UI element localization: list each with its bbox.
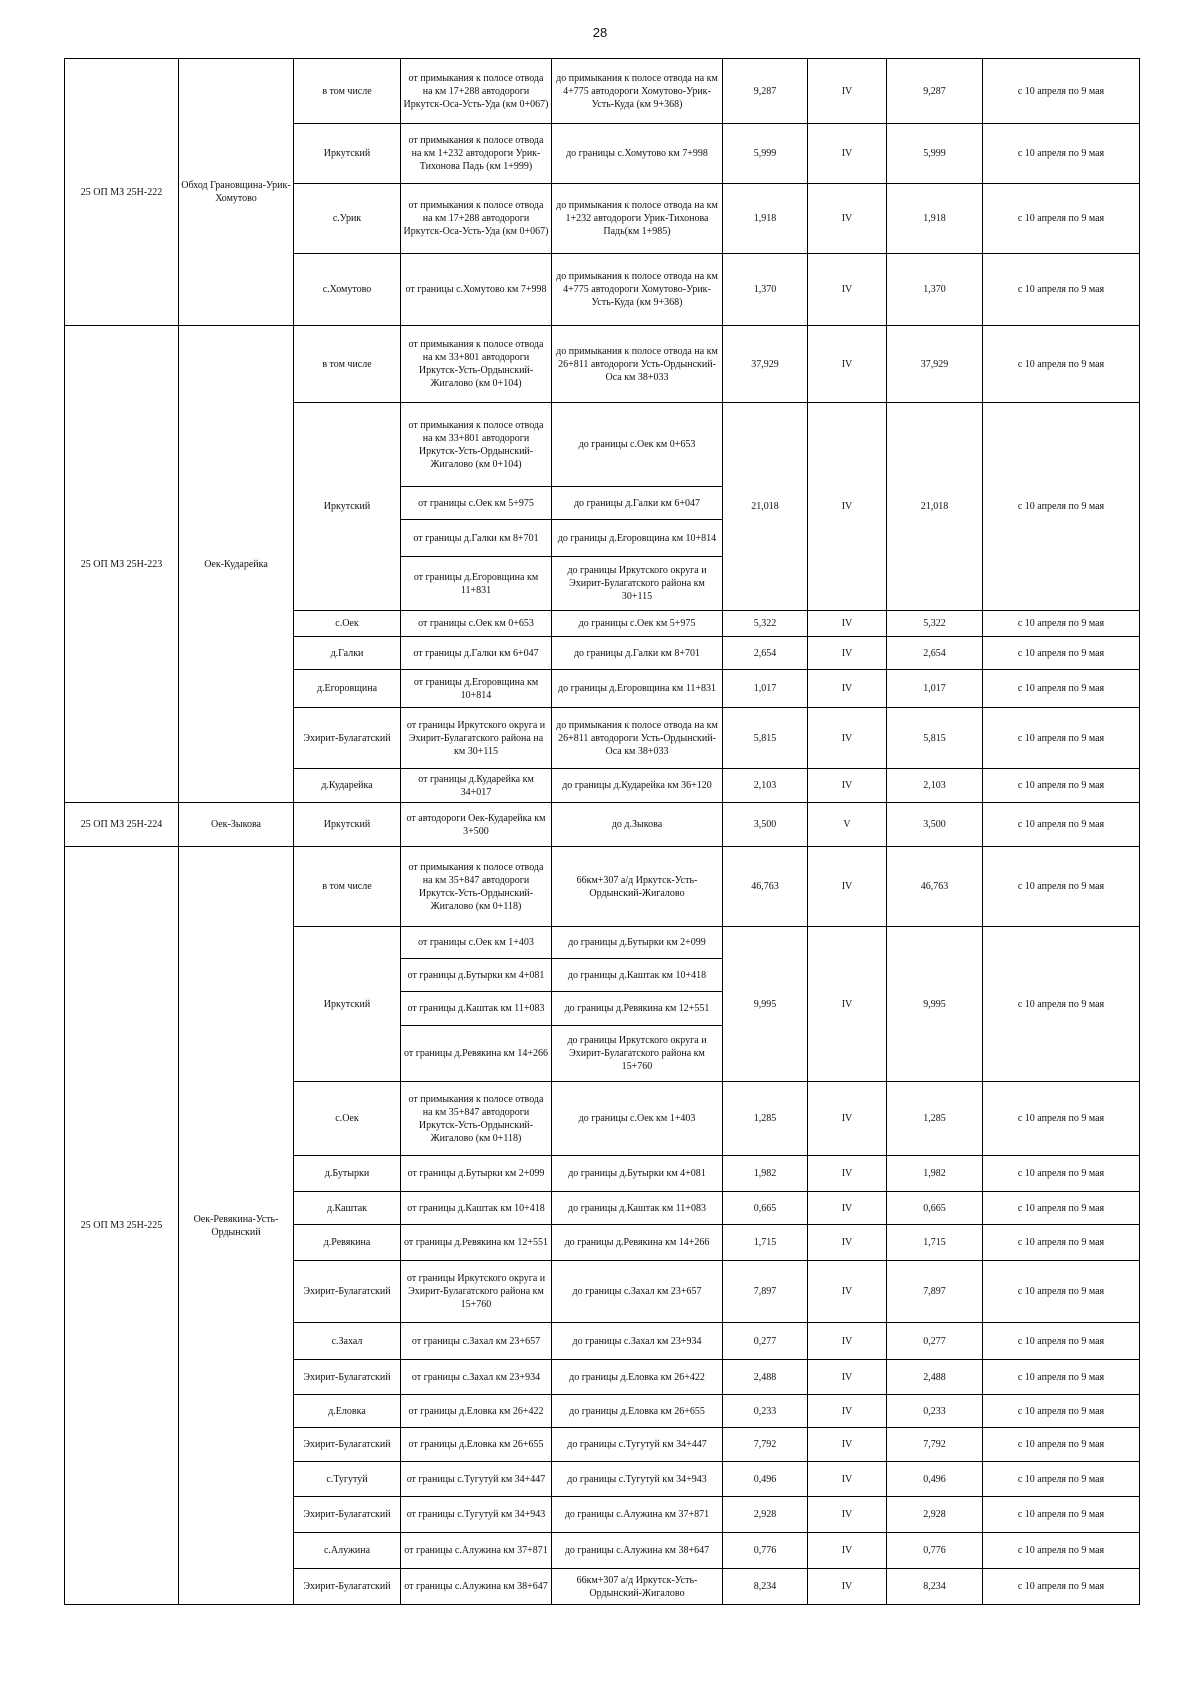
category-cell: IV [808,1156,887,1192]
to-cell: 66км+307 а/д Иркутск-Усть-Ордынский-Жигалово [552,1569,723,1605]
area-cell: с.Хомутово [294,254,401,326]
to-cell: до границы с.Захал км 23+657 [552,1261,723,1323]
from-cell: от границы с.Тугутуй км 34+447 [401,1462,552,1497]
length-total-cell: 1,370 [887,254,983,326]
length-cell: 0,277 [723,1323,808,1360]
to-cell: до примыкания к полосе отвода на км 26+811 автодороги Усть-Ордынский-Оса км 38+033 [552,326,723,403]
length-total-cell: 9,287 [887,59,983,124]
category-cell: IV [808,670,887,708]
from-cell: от границы с.Тугутуй км 34+943 [401,1497,552,1533]
area-cell: д.Бутырки [294,1156,401,1192]
from-cell: от границы с.Оек км 0+653 [401,611,552,637]
area-cell: с.Оек [294,611,401,637]
to-cell: до границы с.Тугутуй км 34+943 [552,1462,723,1497]
length-cell: 0,776 [723,1533,808,1569]
restriction-period-cell: с 10 апреля по 9 мая [983,184,1140,254]
area-cell: Эхирит-Булагатский [294,1497,401,1533]
restriction-period-cell: с 10 апреля по 9 мая [983,59,1140,124]
length-cell: 1,982 [723,1156,808,1192]
area-cell: с.Алужина [294,1533,401,1569]
area-cell: в том числе [294,59,401,124]
to-cell: до примыкания к полосе отвода на км 4+775 автодороги Хомутово-Урик-Усть-Куда (км 9+368) [552,254,723,326]
length-cell: 5,815 [723,708,808,769]
category-cell: IV [808,1261,887,1323]
to-cell: до границы д.Каштак км 10+418 [552,959,723,992]
road-code-cell: 25 ОП МЗ 25Н-222 [65,59,179,326]
table-row [65,59,1140,124]
restriction-period-cell: с 10 апреля по 9 мая [983,1569,1140,1605]
area-cell: в том числе [294,847,401,927]
length-cell: 2,488 [723,1360,808,1395]
length-total-cell: 2,654 [887,637,983,670]
from-cell: от примыкания к полосе отвода на км 35+847 автодороги Иркутск-Усть-Ордынский-Жигалово (км 0+118) [401,1082,552,1156]
restriction-period-cell: с 10 апреля по 9 мая [983,326,1140,403]
from-cell: от примыкания к полосе отвода на км 33+801 автодороги Иркутск-Усть-Ордынский-Жигалово (км 0+104) [401,403,552,487]
category-cell: IV [808,403,887,611]
from-cell: от границы д.Ревякина км 12+551 [401,1225,552,1261]
to-cell: до границы д.Галки км 6+047 [552,487,723,520]
length-total-cell: 1,285 [887,1082,983,1156]
restriction-period-cell: с 10 апреля по 9 мая [983,1156,1140,1192]
category-cell: IV [808,1360,887,1395]
to-cell: до границы с.Тугутуй км 34+447 [552,1428,723,1462]
length-cell: 0,233 [723,1395,808,1428]
from-cell: от границы д.Кударейка км 34+017 [401,769,552,803]
category-cell: IV [808,708,887,769]
category-cell: IV [808,326,887,403]
length-cell: 2,928 [723,1497,808,1533]
length-total-cell: 2,103 [887,769,983,803]
restriction-period-cell: с 10 апреля по 9 мая [983,708,1140,769]
area-cell: д.Ревякина [294,1225,401,1261]
road-code-cell: 25 ОП МЗ 25Н-225 [65,847,179,1605]
from-cell: от примыкания к полосе отвода на км 1+232 автодороги Урик-Тихонова Падь (км 1+999) [401,124,552,184]
length-cell: 9,995 [723,927,808,1082]
length-cell: 5,322 [723,611,808,637]
length-total-cell: 21,018 [887,403,983,611]
length-total-cell: 5,322 [887,611,983,637]
length-cell: 7,792 [723,1428,808,1462]
to-cell: до д.Зыкова [552,803,723,847]
category-cell: IV [808,1082,887,1156]
length-cell: 37,929 [723,326,808,403]
from-cell: от границы д.Еловка км 26+422 [401,1395,552,1428]
length-total-cell: 7,897 [887,1261,983,1323]
to-cell: 66км+307 а/д Иркутск-Усть-Ордынский-Жигалово [552,847,723,927]
area-cell: Иркутский [294,803,401,847]
to-cell: до границы с.Захал км 23+934 [552,1323,723,1360]
category-cell: IV [808,1533,887,1569]
length-total-cell: 37,929 [887,326,983,403]
length-cell: 46,763 [723,847,808,927]
from-cell: от границы с.Захал км 23+934 [401,1360,552,1395]
category-cell: IV [808,1428,887,1462]
to-cell: до примыкания к полосе отвода на км 4+775 автодороги Хомутово-Урик-Усть-Куда (км 9+368) [552,59,723,124]
to-cell: до границы Иркутского округа и Эхирит-Булагатского района км 30+115 [552,557,723,611]
category-cell: IV [808,1395,887,1428]
length-total-cell: 3,500 [887,803,983,847]
area-cell: Эхирит-Булагатский [294,1428,401,1462]
area-cell: д.Каштак [294,1192,401,1225]
restriction-period-cell: с 10 апреля по 9 мая [983,1428,1140,1462]
from-cell: от границы с.Алужина км 38+647 [401,1569,552,1605]
restriction-period-cell: с 10 апреля по 9 мая [983,847,1140,927]
road-name-cell: Обход Грановщина-Урик-Хомутово [179,59,294,326]
restriction-period-cell: с 10 апреля по 9 мая [983,1462,1140,1497]
category-cell: IV [808,254,887,326]
to-cell: до границы с.Оек км 0+653 [552,403,723,487]
from-cell: от границы с.Хомутово км 7+998 [401,254,552,326]
from-cell: от автодороги Оек-Кударейка км 3+500 [401,803,552,847]
page-number: 28 [592,25,608,40]
length-total-cell: 0,496 [887,1462,983,1497]
length-cell: 21,018 [723,403,808,611]
length-total-cell: 0,277 [887,1323,983,1360]
to-cell: до границы д.Еловка км 26+655 [552,1395,723,1428]
to-cell: до границы с.Алужина км 38+647 [552,1533,723,1569]
length-total-cell: 1,715 [887,1225,983,1261]
length-total-cell: 2,488 [887,1360,983,1395]
road-name-cell: Оек-Зыкова [179,803,294,847]
road-segments-table [64,58,1140,1605]
road-name-cell: Оек-Кударейка [179,326,294,803]
restriction-period-cell: с 10 апреля по 9 мая [983,254,1140,326]
from-cell: от примыкания к полосе отвода на км 33+801 автодороги Иркутск-Усть-Ордынский-Жигалово (км 0+104) [401,326,552,403]
length-total-cell: 9,995 [887,927,983,1082]
to-cell: до границы д.Еловка км 26+422 [552,1360,723,1395]
from-cell: от примыкания к полосе отвода на км 17+288 автодороги Иркутск-Оса-Усть-Уда (км 0+067) [401,184,552,254]
from-cell: от границы д.Каштак км 11+083 [401,992,552,1026]
to-cell: до границы д.Егоровщина км 11+831 [552,670,723,708]
area-cell: д.Еловка [294,1395,401,1428]
restriction-period-cell: с 10 апреля по 9 мая [983,1533,1140,1569]
from-cell: от границы с.Оек км 5+975 [401,487,552,520]
to-cell: до границы Иркутского округа и Эхирит-Булагатского района км 15+760 [552,1026,723,1082]
to-cell: до границы д.Кударейка км 36+120 [552,769,723,803]
to-cell: до границы д.Ревякина км 12+551 [552,992,723,1026]
length-cell: 9,287 [723,59,808,124]
length-total-cell: 1,017 [887,670,983,708]
length-total-cell: 8,234 [887,1569,983,1605]
length-total-cell: 1,918 [887,184,983,254]
length-cell: 3,500 [723,803,808,847]
length-total-cell: 7,792 [887,1428,983,1462]
restriction-period-cell: с 10 апреля по 9 мая [983,1323,1140,1360]
table-row [65,326,1140,403]
table-row [65,847,1140,927]
to-cell: до примыкания к полосе отвода на км 26+811 автодороги Усть-Ордынский-Оса км 38+033 [552,708,723,769]
restriction-period-cell: с 10 апреля по 9 мая [983,769,1140,803]
from-cell: от границы с.Алужина км 37+871 [401,1533,552,1569]
length-cell: 2,654 [723,637,808,670]
area-cell: с.Захал [294,1323,401,1360]
length-total-cell: 0,665 [887,1192,983,1225]
area-cell: д.Егоровщина [294,670,401,708]
to-cell: до границы с.Оек км 1+403 [552,1082,723,1156]
area-cell: в том числе [294,326,401,403]
to-cell: до примыкания к полосе отвода на км 1+232 автодороги Урик-Тихонова Падь(км 1+985) [552,184,723,254]
restriction-period-cell: с 10 апреля по 9 мая [983,611,1140,637]
category-cell: IV [808,1462,887,1497]
area-cell: Эхирит-Булагатский [294,1360,401,1395]
restriction-period-cell: с 10 апреля по 9 мая [983,1225,1140,1261]
from-cell: от границы д.Галки км 6+047 [401,637,552,670]
to-cell: до границы д.Ревякина км 14+266 [552,1225,723,1261]
length-cell: 5,999 [723,124,808,184]
length-total-cell: 46,763 [887,847,983,927]
from-cell: от границы д.Егоровщина км 10+814 [401,670,552,708]
length-cell: 2,103 [723,769,808,803]
category-cell: IV [808,1497,887,1533]
area-cell: д.Галки [294,637,401,670]
table-row [65,803,1140,847]
length-total-cell: 5,999 [887,124,983,184]
length-cell: 1,285 [723,1082,808,1156]
length-cell: 1,370 [723,254,808,326]
category-cell: IV [808,611,887,637]
from-cell: от примыкания к полосе отвода на км 35+847 автодороги Иркутск-Усть-Ордынский-Жигалово (км 0+118) [401,847,552,927]
from-cell: от границы д.Егоровщина км 11+831 [401,557,552,611]
from-cell: от границы Иркутского округа и Эхирит-Булагатского района на км 30+115 [401,708,552,769]
from-cell: от границы д.Галки км 8+701 [401,520,552,557]
area-cell: Иркутский [294,927,401,1082]
to-cell: до границы с.Оек км 5+975 [552,611,723,637]
to-cell: до границы д.Бутырки км 2+099 [552,927,723,959]
to-cell: до границы д.Галки км 8+701 [552,637,723,670]
from-cell: от границы д.Бутырки км 2+099 [401,1156,552,1192]
area-cell: с.Тугутуй [294,1462,401,1497]
category-cell: IV [808,1323,887,1360]
to-cell: до границы д.Каштак км 11+083 [552,1192,723,1225]
from-cell: от границы с.Захал км 23+657 [401,1323,552,1360]
restriction-period-cell: с 10 апреля по 9 мая [983,637,1140,670]
restriction-period-cell: с 10 апреля по 9 мая [983,403,1140,611]
road-name-cell: Оек-Ревякина-Усть-Ордынский [179,847,294,1605]
category-cell: V [808,803,887,847]
length-cell: 7,897 [723,1261,808,1323]
from-cell: от границы д.Бутырки км 4+081 [401,959,552,992]
area-cell: Эхирит-Булагатский [294,1261,401,1323]
category-cell: IV [808,769,887,803]
area-cell: Иркутский [294,124,401,184]
length-cell: 0,496 [723,1462,808,1497]
to-cell: до границы с.Алужина км 37+871 [552,1497,723,1533]
to-cell: до границы д.Егоровщина км 10+814 [552,520,723,557]
area-cell: с.Оек [294,1082,401,1156]
length-cell: 0,665 [723,1192,808,1225]
category-cell: IV [808,637,887,670]
length-cell: 1,715 [723,1225,808,1261]
category-cell: IV [808,847,887,927]
area-cell: Эхирит-Булагатский [294,708,401,769]
restriction-period-cell: с 10 апреля по 9 мая [983,1082,1140,1156]
area-cell: с.Урик [294,184,401,254]
category-cell: IV [808,184,887,254]
from-cell: от границы д.Ревякина км 14+266 [401,1026,552,1082]
from-cell: от границы Иркутского округа и Эхирит-Булагатского района км 15+760 [401,1261,552,1323]
from-cell: от примыкания к полосе отвода на км 17+288 автодороги Иркутск-Оса-Усть-Уда (км 0+067) [401,59,552,124]
length-total-cell: 1,982 [887,1156,983,1192]
restriction-period-cell: с 10 апреля по 9 мая [983,670,1140,708]
from-cell: от границы д.Еловка км 26+655 [401,1428,552,1462]
from-cell: от границы с.Оек км 1+403 [401,927,552,959]
category-cell: IV [808,927,887,1082]
length-total-cell: 0,776 [887,1533,983,1569]
restriction-period-cell: с 10 апреля по 9 мая [983,1192,1140,1225]
length-cell: 8,234 [723,1569,808,1605]
area-cell: Иркутский [294,403,401,611]
category-cell: IV [808,1192,887,1225]
category-cell: IV [808,124,887,184]
from-cell: от границы д.Каштак км 10+418 [401,1192,552,1225]
length-cell: 1,918 [723,184,808,254]
area-cell: д.Кударейка [294,769,401,803]
length-total-cell: 0,233 [887,1395,983,1428]
road-code-cell: 25 ОП МЗ 25Н-224 [65,803,179,847]
restriction-period-cell: с 10 апреля по 9 мая [983,1395,1140,1428]
length-cell: 1,017 [723,670,808,708]
to-cell: до границы с.Хомутово км 7+998 [552,124,723,184]
area-cell: Эхирит-Булагатский [294,1569,401,1605]
category-cell: IV [808,1569,887,1605]
restriction-period-cell: с 10 апреля по 9 мая [983,1497,1140,1533]
to-cell: до границы д.Бутырки км 4+081 [552,1156,723,1192]
restriction-period-cell: с 10 апреля по 9 мая [983,1360,1140,1395]
length-total-cell: 2,928 [887,1497,983,1533]
category-cell: IV [808,1225,887,1261]
road-code-cell: 25 ОП МЗ 25Н-223 [65,326,179,803]
restriction-period-cell: с 10 апреля по 9 мая [983,1261,1140,1323]
restriction-period-cell: с 10 апреля по 9 мая [983,927,1140,1082]
length-total-cell: 5,815 [887,708,983,769]
restriction-period-cell: с 10 апреля по 9 мая [983,803,1140,847]
restriction-period-cell: с 10 апреля по 9 мая [983,124,1140,184]
category-cell: IV [808,59,887,124]
